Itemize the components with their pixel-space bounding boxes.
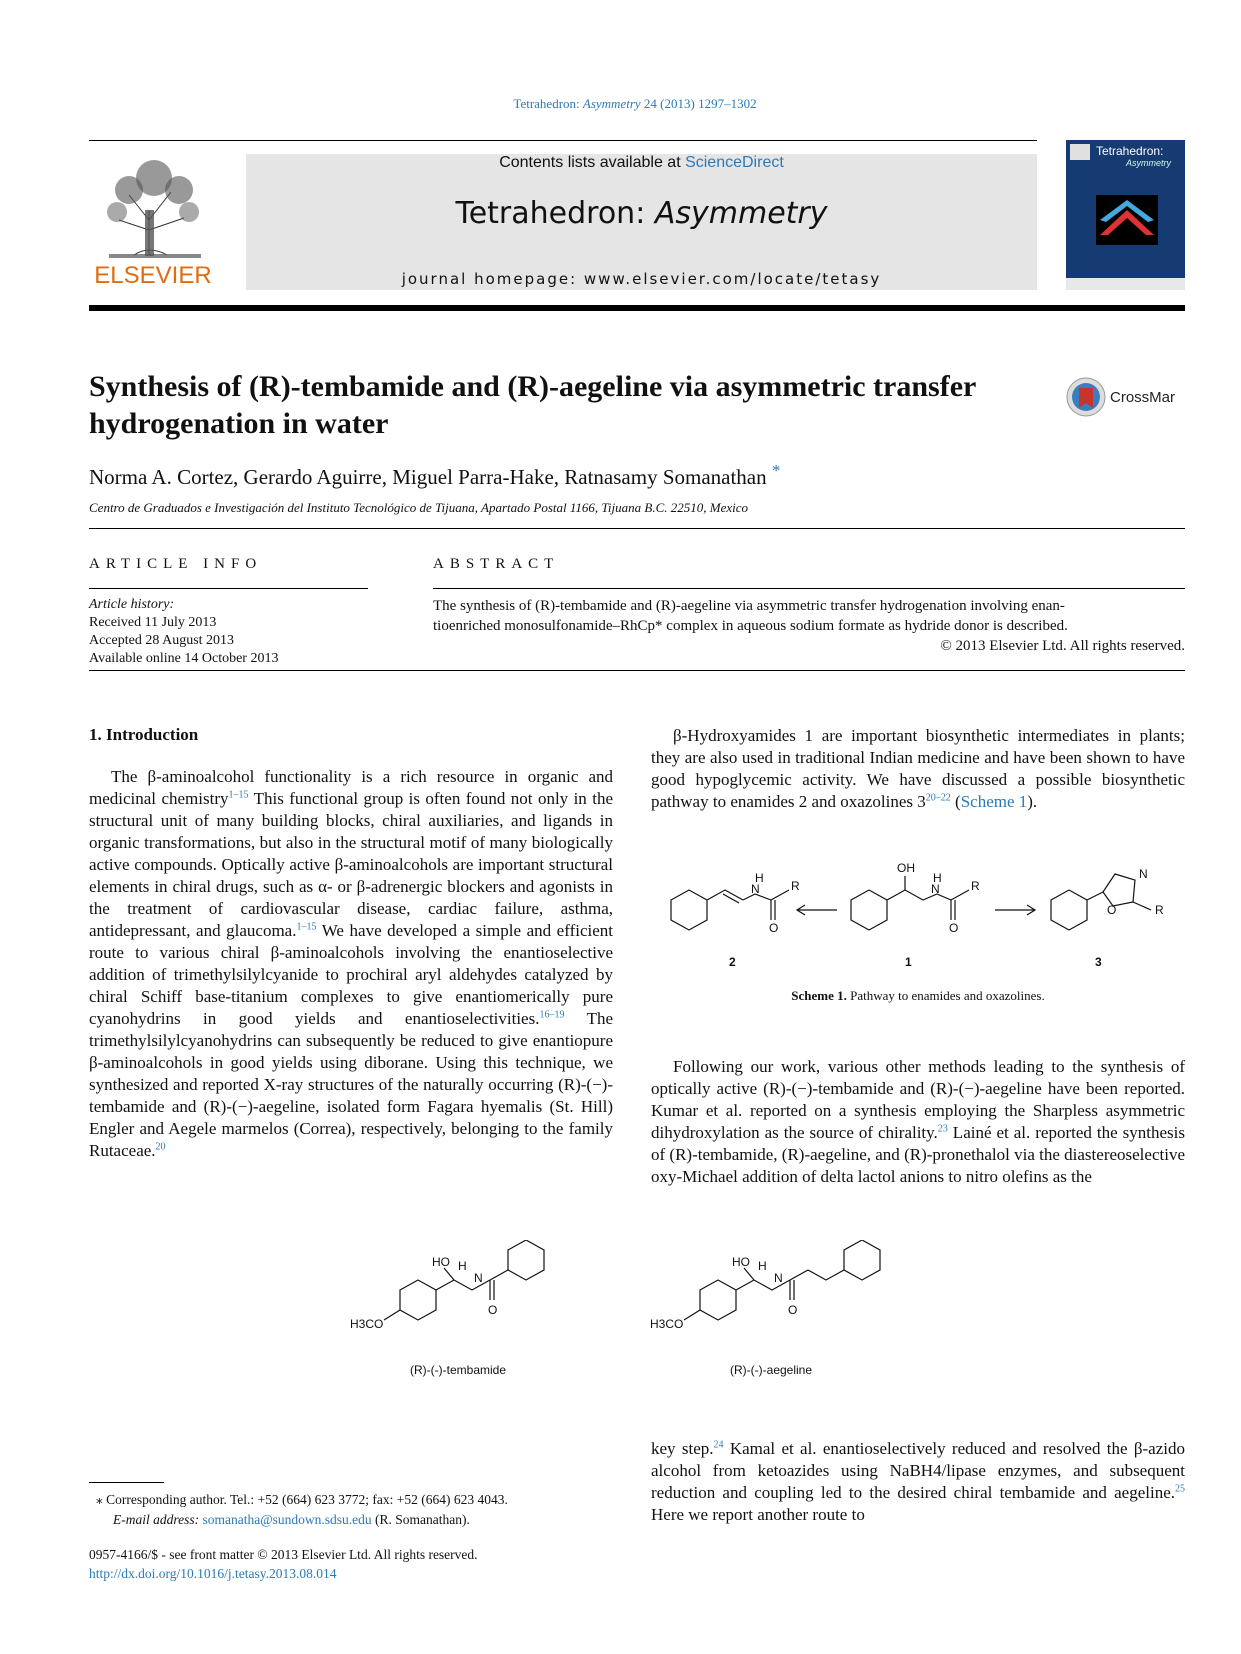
svg-text:N: N: [774, 1271, 783, 1285]
right-paragraph-1: β-Hydroxyamides 1 are important biosynthetic intermediates in plants; they are also used in traditional Indian medicine and have been shown to have good hypoglycemic activity. We have discussed a possible biosynthetic pathway to enamides 2 and oxazolines 3$^{20-22}$ (Scheme 1).: [651, 726, 1185, 811]
divider: [89, 528, 1185, 529]
svg-text:HO: HO: [432, 1255, 450, 1269]
divider: [89, 670, 1185, 671]
scheme-caption: Scheme 1. Pathway to enamides and oxazolines.: [791, 988, 1045, 1003]
svg-text:O: O: [1107, 903, 1117, 917]
publisher-name: ELSEVIER: [94, 262, 212, 289]
journal-homepage[interactable]: journal homepage: www.elsevier.com/locate/tetasy: [401, 270, 882, 288]
svg-text:H3CO: H3CO: [650, 1317, 684, 1331]
article-info-heading: ARTICLE INFO: [89, 556, 263, 572]
elsevier-logo: [89, 150, 219, 290]
svg-text:O: O: [788, 1303, 798, 1317]
compound-3-label: 3: [1095, 955, 1102, 969]
journal-cover: [1066, 140, 1185, 290]
compound-1-label: 1: [905, 955, 912, 969]
citation-ref[interactable]: 1–15: [228, 789, 249, 801]
doi-link[interactable]: http://dx.doi.org/10.1016/j.tetasy.2013.08.014: [89, 1566, 337, 1581]
citation-ref[interactable]: 24: [713, 1439, 724, 1451]
abstract-heading: ABSTRACT: [433, 556, 560, 572]
divider: [433, 588, 1185, 589]
citation-ref[interactable]: 16–19: [539, 1009, 565, 1021]
article-title: Synthesis of (R)-tembamide and (R)-aegeline via asymmetric transfer hydrogenation in water: [89, 370, 977, 440]
svg-text:HO: HO: [732, 1255, 750, 1269]
svg-text:O: O: [949, 921, 959, 935]
citation-ref[interactable]: 20–22: [925, 792, 951, 804]
header-thick-rule: [89, 305, 1185, 311]
contents-line: Contents lists available at ScienceDirect: [499, 154, 784, 171]
svg-text:R: R: [791, 879, 800, 893]
svg-text:H: H: [458, 1259, 467, 1273]
structures-figure: [340, 1240, 940, 1395]
svg-text:R: R: [971, 879, 980, 893]
affiliation: Centro de Graduados e Investigación del Instituto Tecnológico de Tijuana, Apartado Postal 1166, Tijuana B.C. 22510, Mexico: [89, 500, 748, 515]
footnote-rule: [89, 1482, 164, 1483]
journal-name: Tetrahedron: Asymmetry: [455, 196, 828, 231]
svg-text:R: R: [1155, 903, 1164, 917]
sciencedirect-link[interactable]: ScienceDirect: [685, 154, 784, 171]
email-link[interactable]: somanatha@sundown.sdsu.edu: [202, 1512, 372, 1527]
scheme-link[interactable]: Scheme 1: [960, 792, 1028, 811]
article-history: Article history: Received 11 July 2013 Accepted 28 August 2013 Available online 14 October 2013: [89, 597, 279, 666]
journal-banner: [246, 154, 1037, 290]
divider: [89, 588, 368, 589]
svg-text:Tetrahedron:: Tetrahedron:: [1096, 144, 1164, 158]
citation-ref[interactable]: 25: [1175, 1483, 1185, 1495]
svg-text:N: N: [1139, 867, 1148, 881]
journal-citation: Tetrahedron: Asymmetry 24 (2013) 1297–1302: [513, 96, 757, 111]
crossmark-label: CrossMark: [1110, 389, 1176, 406]
svg-text:Asymmetry: Asymmetry: [1126, 158, 1171, 168]
svg-text:H3CO: H3CO: [350, 1317, 384, 1331]
svg-text:N: N: [474, 1271, 483, 1285]
aegeline-label: (R)-(-)-aegeline: [730, 1363, 813, 1377]
scheme-1: [651, 860, 1185, 975]
benzene-ring: [671, 890, 707, 930]
top-rule: [89, 140, 1037, 141]
author-list: Norma A. Cortez, Gerardo Aguirre, Miguel Parra-Hake, Ratnasamy Somanathan *: [89, 461, 781, 489]
abstract-text: The synthesis of (R)-tembamide and (R)-aegeline via asymmetric transfer hydrogenation involving enan- tioenriched monosulfonamide–RhCp* complex in aqueous sodium formate as hydride donor is described. © 2013 Elsevier Ltd. All rights reserved.: [433, 598, 1185, 654]
svg-text:N: N: [931, 882, 940, 896]
svg-text:H: H: [758, 1259, 767, 1273]
svg-text:O: O: [488, 1303, 498, 1317]
front-matter: 0957-4166/$ - see front matter © 2013 Elsevier Ltd. All rights reserved. http://dx.doi.org/10.1016/j.tetasy.2013.08.014: [89, 1547, 478, 1581]
citation-ref[interactable]: 20: [155, 1141, 166, 1153]
citation-ref[interactable]: 23: [937, 1123, 948, 1135]
compound-2-label: 2: [729, 955, 736, 969]
right-paragraph-2: Following our work, various other methods leading to the synthesis of optically active (R)-(−)-tembamide and (R)-(−)-aegeline have been reported. Kumar et al. reported on a synthesis employing the Sharpless asymmetric dihydroxylation as the source of chirality.$^{23}$ Lainé et al. reported the synthesis of (R)-tembamide, (R)-aegeline, and (R)-pronethalol via the diastereoselective oxy-Michael addition of delta lactol anions to nitro olefins as the: [651, 1057, 1185, 1186]
tembamide-label: (R)-(-)-tembamide: [410, 1363, 506, 1377]
crossmark-badge[interactable]: [1066, 374, 1176, 425]
footnote: ⁎ Corresponding author. Tel.: +52 (664) 623 3772; fax: +52 (664) 623 4043. E-mail address: somanatha@sundown.sdsu.edu (R. Somanathan).: [96, 1492, 508, 1527]
svg-text:OH: OH: [897, 861, 915, 875]
corresponding-author-mark[interactable]: *: [771, 461, 781, 480]
svg-text:N: N: [751, 882, 760, 896]
intro-paragraph: The β-aminoalcohol functionality is a rich resource in organic and medicinal chemistry$^{1-15}$ This functional group is often found not only in the structural unit of many building blocks, chiral auxiliaries, and ligands in organic transformations, but also in the structural motif of many biologically active compounds. Optically active β-aminoalcohols are important structural elements in chiral drugs, such as α- or β-adrenergic blockers and agonists in the treatment of cardiovascular disease, cardiac failure, asthma, antidepressant, and glaucoma.$^{1-15}$ We have developed a simple and efficient route to various chiral β-aminoalcohols involving the enantioselective addition of trimethylsilylcyanide to prochiral aryl aldehydes catalyzed by chiral Schiff base-titanium complexes to give enantiomerically pure cyanohydrins in good yields and enantioselectivities.$^{16-19}$ The trimethylsilylcyanohydrins can subsequently be reduced to give enantiopure β-aminoalcohols in good yields using diborane. Using this technique, we synthesized and reported X-ray structures of the naturally occurring (R)-(−)-tembamide and (R)-(−)-aegeline, isolated form Fagara hyemalis (St. Hill) Engler and Aegele marmelos (Correa), respectively, belonging to the family Rutaceae.$^{20}$: [89, 767, 614, 1160]
citation-ref[interactable]: 1–15: [296, 921, 317, 933]
right-paragraph-3: key step.$^{24}$ Kamal et al. enantioselectively reduced and resolved the β-azido alcohol from ketoazides using NaBH4/lipase enzymes, and subsequent reduction and coupling led to the desired chiral tembamide and aegeline.$^{25}$ Here we report another route to: [651, 1439, 1185, 1524]
svg-text:H: H: [933, 871, 942, 885]
svg-text:O: O: [769, 921, 779, 935]
svg-text:H: H: [755, 871, 764, 885]
section-heading: 1. Introduction: [89, 725, 199, 744]
